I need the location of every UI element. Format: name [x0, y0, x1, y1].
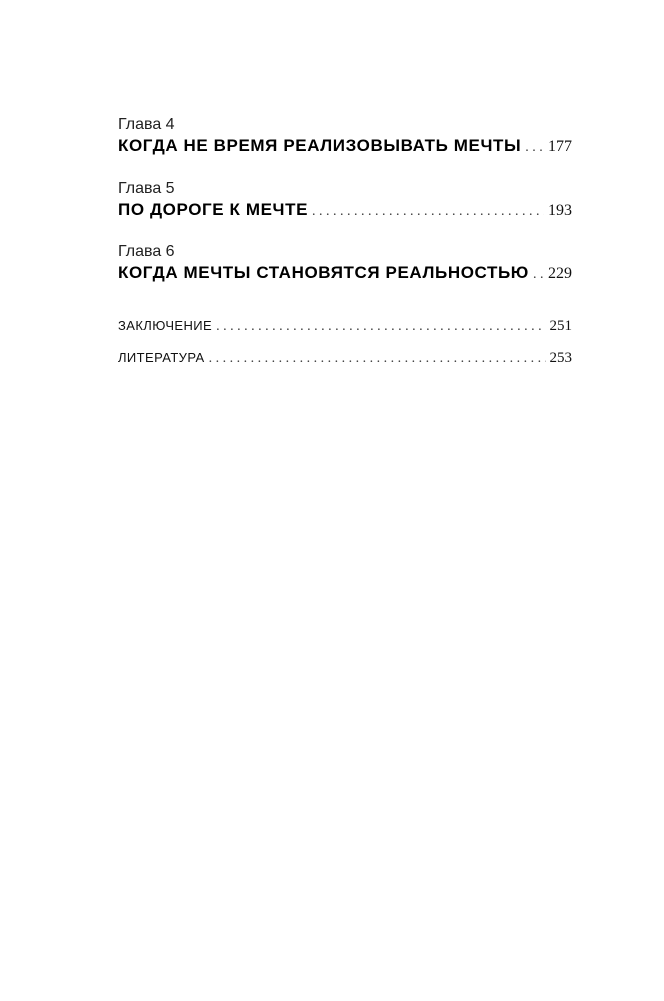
dot-leader	[525, 140, 544, 156]
toc-entry-title: ЗАКЛЮЧЕНИЕ	[118, 318, 213, 333]
toc-entry-page-number: 229	[548, 265, 572, 282]
chapter-4-label: Глава 4	[118, 116, 175, 133]
toc-entry-title: КОГДА НЕ ВРЕМЯ РЕАЛИЗОВЫВАТЬ МЕЧТЫ	[118, 136, 522, 155]
dot-leader	[312, 204, 544, 220]
toc-entry-title: КОГДА МЕЧТЫ СТАНОВЯТСЯ РЕАЛЬНОСТЬЮ	[118, 263, 529, 282]
toc-entry-page-number: 253	[549, 350, 572, 366]
toc-entry-title: ПО ДОРОГЕ К МЕЧТЕ	[118, 200, 309, 219]
toc-entry-chapter-6[interactable]	[118, 263, 572, 283]
chapter-5-label: Глава 5	[118, 180, 175, 197]
dot-leader	[216, 319, 545, 335]
toc-entry-conclusion[interactable]	[118, 318, 572, 335]
toc-entry-title: ЛИТЕРАТУРА	[118, 350, 205, 365]
toc-entry-page-number: 177	[548, 138, 572, 155]
dot-leader	[533, 267, 544, 283]
toc-entry-page-number: 251	[549, 318, 572, 334]
toc-entry-literature[interactable]	[118, 350, 572, 367]
toc-entry-chapter-4[interactable]	[118, 136, 572, 156]
chapter-6-label: Глава 6	[118, 243, 175, 260]
toc-entry-page-number: 193	[548, 202, 572, 219]
toc-entry-chapter-5[interactable]	[118, 200, 572, 220]
dot-leader	[209, 351, 546, 367]
